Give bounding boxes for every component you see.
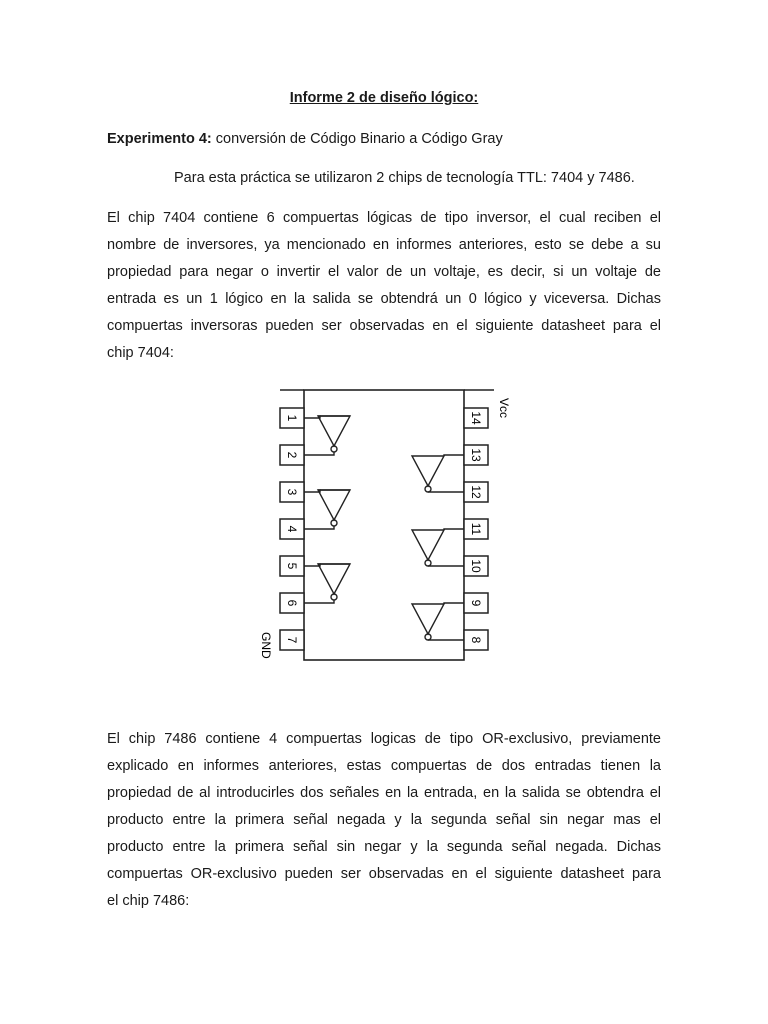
paragraph-line: propiedad de al introducirles dos señales en la entrada, en la salida se obtendra el (107, 785, 661, 801)
paragraph-line: El chip 7486 contiene 4 compuertas logicas de tipo OR-exclusivo, previamente (107, 731, 661, 747)
pin-number-label: 4 (285, 525, 299, 533)
report-title: Informe 2 de diseño lógico: (289, 90, 479, 106)
pin-number-label: 3 (285, 488, 299, 496)
intro-line: Para esta práctica se utilizaron 2 chips de tecnología TTL: 7404 y 7486. (174, 170, 635, 186)
pin-8 (464, 630, 488, 650)
paragraph-line: producto entre la primera señal sin negar y la segunda señal negada. Dichas (107, 839, 661, 855)
paragraph-line: entrada es un 1 lógico en la salida se obtendrá un 0 lógico y viceversa. Dichas (107, 291, 661, 307)
gnd-label: GND (259, 632, 273, 659)
paragraph-7404 (107, 205, 661, 367)
paragraph-line: el chip 7486: (107, 893, 190, 909)
paragraph-line: producto entre la primera señal negada y la segunda señal sin negar mas el (107, 812, 661, 828)
inverter-gates (304, 416, 464, 640)
experiment-label: Experimento 4: (107, 131, 212, 147)
pin-13 (464, 445, 488, 465)
pin-number-label: 9 (469, 599, 483, 607)
inverter-gate-right-3 (412, 603, 464, 640)
paragraph-line: compuertas inversoras pueden ser observadas en el siguiente datasheet para el (107, 318, 661, 334)
pin-2 (280, 445, 304, 465)
pin-7 (280, 630, 304, 650)
vcc-label: Vcc (497, 398, 511, 419)
pin-14 (464, 408, 488, 428)
pin-3 (280, 482, 304, 502)
right-pin-group (464, 408, 488, 650)
pin-4 (280, 519, 304, 539)
pin-1 (280, 408, 304, 428)
inverter-gate-left-3 (304, 564, 350, 603)
pin-9 (464, 593, 488, 613)
experiment-text: conversión de Código Binario a Código Gray (211, 131, 503, 147)
experiment-heading (107, 131, 503, 147)
pin-11 (464, 519, 488, 539)
inverter-gate-right-2 (412, 529, 464, 566)
pin-number-label: 12 (469, 485, 483, 499)
inverter-gate-right-1 (412, 455, 464, 492)
pin-number-label: 14 (469, 411, 483, 425)
paragraph-line: explicado en informes anteriores, estas compuertas de dos entradas tienen la (107, 758, 661, 774)
paragraph-line: compuertas OR-exclusivo pueden ser observadas en el siguiente datasheet para (107, 866, 661, 882)
pin-number-label: 5 (285, 562, 299, 570)
paragraph-7486 (107, 726, 661, 915)
pin-number-label: 11 (469, 522, 483, 536)
paragraph-line: nombre de inversores, ya mencionado en informes anteriores, esto se debe a su (107, 237, 661, 253)
pin-number-label: 6 (285, 599, 299, 607)
pin-number-label: 8 (469, 636, 483, 644)
paragraph-line: chip 7404: (107, 345, 174, 361)
pin-6 (280, 593, 304, 613)
paragraph-line: propiedad para negar o invertir el valor de un voltaje, es decir, si un voltaje de (107, 264, 661, 280)
chip-body (304, 390, 464, 660)
left-pin-group (280, 408, 304, 650)
inverter-gate-left-1 (304, 416, 350, 455)
pin-number-label: 7 (285, 636, 299, 644)
chip-7404-pinout-diagram (250, 380, 520, 672)
paragraph-line: El chip 7404 contiene 6 compuertas lógicas de tipo inversor, el cual reciben el (107, 210, 661, 226)
pin-12 (464, 482, 488, 502)
inverter-gate-left-2 (304, 490, 350, 529)
pin-number-label: 13 (469, 448, 483, 462)
pin-number-label: 1 (285, 414, 299, 422)
pin-5 (280, 556, 304, 576)
pin-10 (464, 556, 488, 576)
pin-number-label: 2 (285, 451, 299, 459)
pin-number-label: 10 (469, 559, 483, 573)
